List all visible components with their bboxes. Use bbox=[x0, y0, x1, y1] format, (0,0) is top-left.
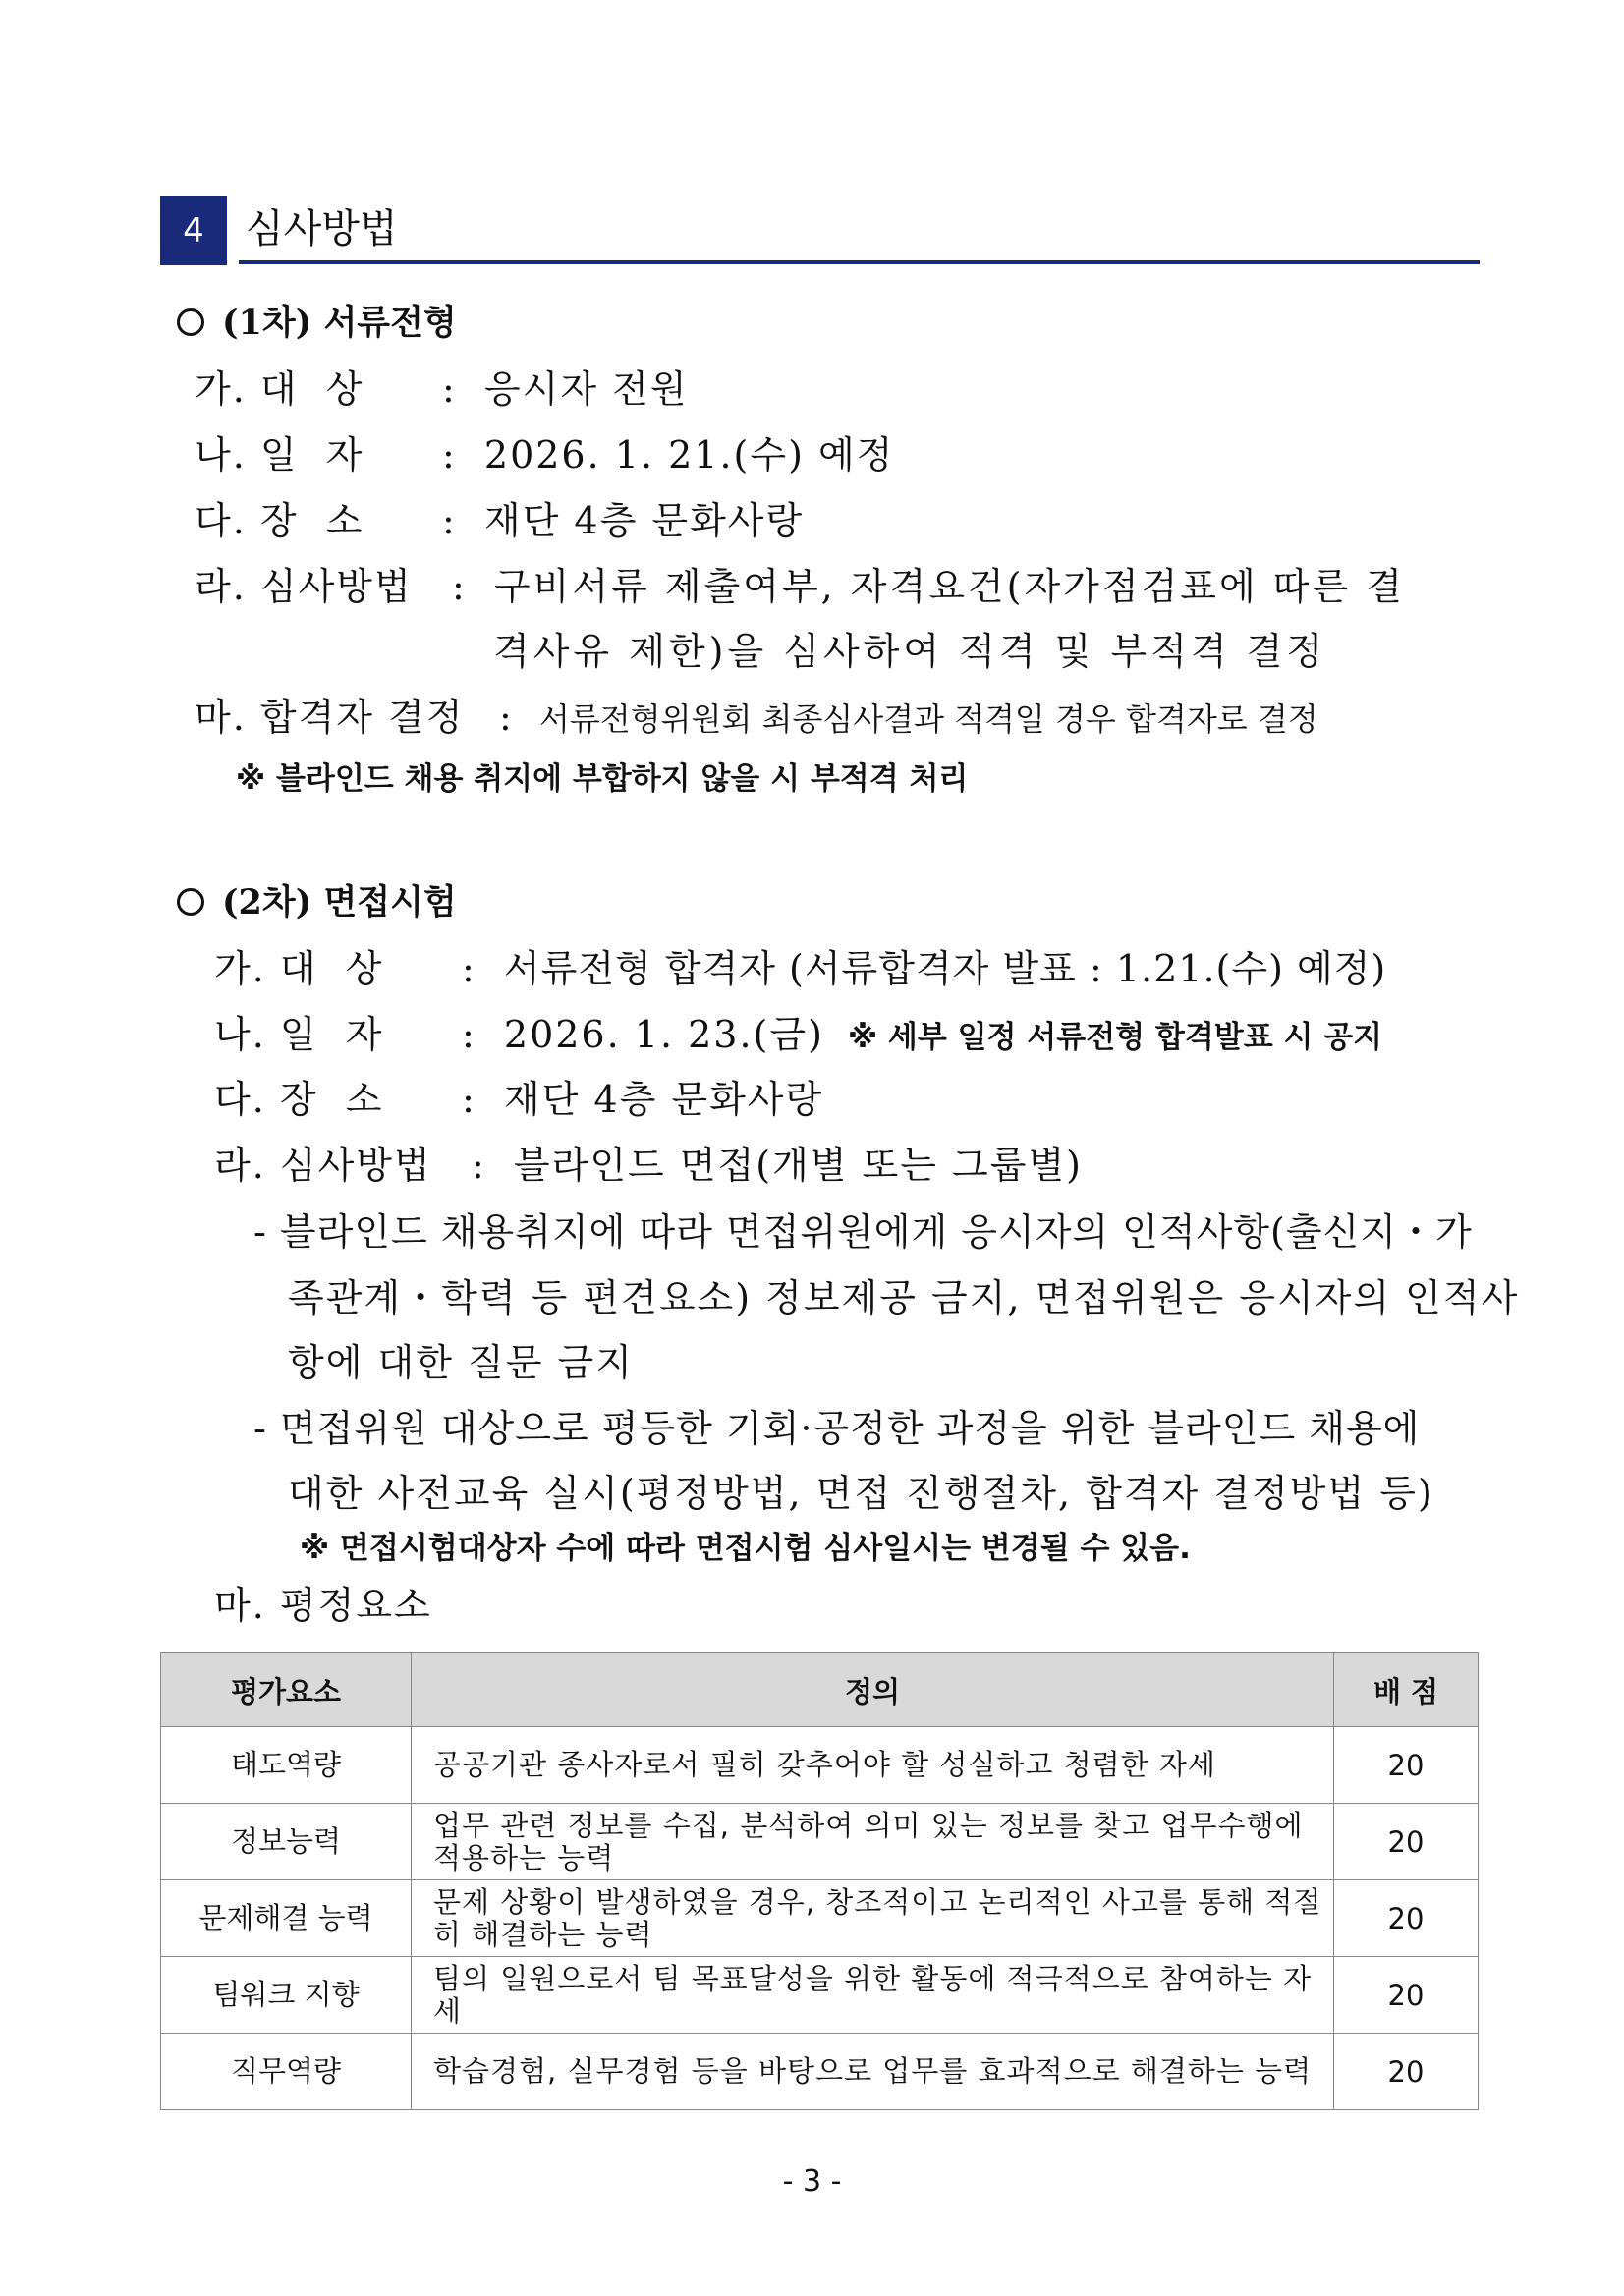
stage2-heading: (2차) 면접시험 bbox=[177, 879, 457, 926]
stage1-note: ※ 블라인드 채용 취지에 부합하지 않을 시 부적격 처리 bbox=[236, 761, 969, 797]
stage1-item-decision: 마. 합격자 결정 : 서류전형위원회 최종심사결과 적격일 경우 합격자로 결정 bbox=[195, 696, 1318, 739]
col-header-element: 평가요소 bbox=[161, 1653, 412, 1727]
col-header-score: 배 점 bbox=[1334, 1653, 1479, 1727]
circle-bullet-icon bbox=[177, 888, 204, 916]
section-number: 4 bbox=[160, 196, 227, 265]
stage2-bullet-1-line1: - 블라인드 채용취지에 따라 면접위원에게 응시자의 인적사항(출신지・가 bbox=[253, 1210, 1473, 1254]
cell-element: 태도역량 bbox=[161, 1727, 412, 1804]
cell-score: 20 bbox=[1334, 1727, 1479, 1804]
table-row bbox=[161, 2034, 1479, 2110]
stage2-bullet-2-line1: - 면접위원 대상으로 평등한 기회·공정한 과정을 위한 블라인드 채용에 bbox=[253, 1407, 1421, 1450]
cell-element: 직무역량 bbox=[161, 2034, 412, 2110]
eval-heading: 마. 평정요소 bbox=[214, 1584, 432, 1627]
cell-score: 20 bbox=[1334, 1880, 1479, 1957]
table-row bbox=[161, 1880, 1479, 1957]
cell-element: 팀워크 지향 bbox=[161, 1957, 412, 2034]
stage1-item-target: 가. 대 상 : 응시자 전원 bbox=[195, 367, 689, 411]
cell-definition: 학습경험, 실무경험 등을 바탕으로 업무를 효과적으로 해결하는 능력 bbox=[412, 2034, 1334, 2110]
table-row bbox=[161, 1727, 1479, 1804]
stage2-item-target: 가. 대 상 : 서류전형 합격자 (서류합격자 발표 : 1.21.(수) 예정) bbox=[214, 947, 1387, 990]
stage2-item-method: 라. 심사방법 : 블라인드 면접(개별 또는 그룹별) bbox=[214, 1144, 1083, 1187]
cell-definition: 업무 관련 정보를 수집, 분석하여 의미 있는 정보를 찾고 업무수행에 적용하는 능력 bbox=[412, 1804, 1334, 1880]
cell-definition: 문제 상황이 발생하였을 경우, 창조적이고 논리적인 사고를 통해 적절히 해결하는 능력 bbox=[412, 1880, 1334, 1957]
stage2-item-place: 다. 장 소 : 재단 4층 문화사랑 bbox=[214, 1078, 824, 1121]
stage1-item-method: 라. 심사방법 : 구비서류 제출여부, 자격요건(자가점검표에 따른 결 bbox=[195, 565, 1405, 608]
stage1-heading: (1차) 서류전형 bbox=[177, 300, 457, 347]
table-row bbox=[161, 1957, 1479, 2034]
stage2-item-date: 나. 일 자 : 2026. 1. 23.(금) ※ 세부 일정 서류전형 합격발표 시 공지 bbox=[214, 1013, 1383, 1056]
stage2-bullet-1-line3: 항에 대한 질문 금지 bbox=[288, 1341, 634, 1384]
circle-bullet-icon bbox=[177, 308, 204, 336]
stage2-note: ※ 면접시험대상자 수에 따라 면접시험 심사일시는 변경될 수 있음. bbox=[300, 1531, 1191, 1566]
table-header-row bbox=[161, 1653, 1479, 1727]
cell-definition: 공공기관 종사자로서 필히 갖추어야 할 성실하고 청렴한 자세 bbox=[412, 1727, 1334, 1804]
cell-element: 문제해결 능력 bbox=[161, 1880, 412, 1957]
stage1-item-place: 다. 장 소 : 재단 4층 문화사랑 bbox=[195, 499, 805, 542]
eval-table bbox=[160, 1652, 1479, 2110]
cell-score: 20 bbox=[1334, 1957, 1479, 2034]
page-number: - 3 - bbox=[782, 2164, 842, 2199]
col-header-definition: 정의 bbox=[412, 1653, 1334, 1727]
cell-definition: 팀의 일원으로서 팀 목표달성을 위한 활동에 적극적으로 참여하는 자세 bbox=[412, 1957, 1334, 2034]
stage2-bullet-2-line2: 대한 사전교육 실시(평정방법, 면접 진행절차, 합격자 결정방법 등) bbox=[288, 1472, 1434, 1515]
cell-score: 20 bbox=[1334, 1804, 1479, 1880]
cell-score: 20 bbox=[1334, 2034, 1479, 2110]
section-divider bbox=[239, 260, 1480, 264]
section-title: 심사방법 bbox=[246, 206, 398, 252]
stage1-item-method-cont: 격사유 제한)을 심사하여 적격 및 부적격 결정 bbox=[493, 630, 1327, 673]
table-row bbox=[161, 1804, 1479, 1880]
stage2-bullet-1-line2: 족관계・학력 등 편견요소) 정보제공 금지, 면접위원은 응시자의 인적사 bbox=[288, 1276, 1520, 1319]
cell-element: 정보능력 bbox=[161, 1804, 412, 1880]
stage1-item-date: 나. 일 자 : 2026. 1. 21.(수) 예정 bbox=[195, 433, 895, 476]
